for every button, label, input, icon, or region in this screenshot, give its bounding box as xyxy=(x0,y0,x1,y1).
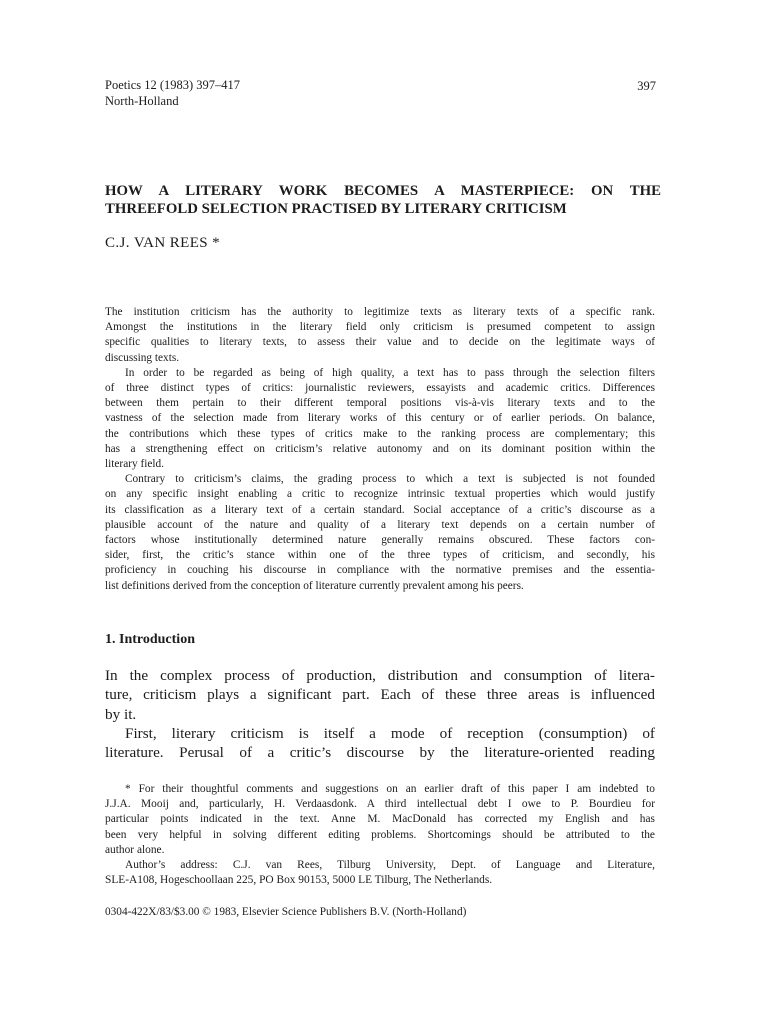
footnote-line: author alone. xyxy=(105,843,165,856)
abstract-line: The institution criticism has the authority to legitimize texts as literary texts of a specific rank. xyxy=(105,306,655,318)
journal-citation xyxy=(105,77,240,109)
abstract-line: plausible account of the nature and quality of a literary text depends on a certain number of xyxy=(105,518,655,531)
abstract-line: Contrary to criticism’s claims, the grading process to which a text is subjected is not founded xyxy=(125,473,655,486)
abstract-line: vastness of the selection made from literary works of this century or of earlier periods. On balance, xyxy=(105,412,655,425)
abstract xyxy=(105,305,655,594)
article-title xyxy=(105,182,661,218)
footnote xyxy=(105,782,655,888)
author-address-line: Author’s address: C.J. van Rees, Tilburg University, Dept. of Language and Literature, xyxy=(125,859,655,872)
abstract-line: proficiency in couching his discourse in compliance with the normative premises and the essentia- xyxy=(105,564,655,577)
footnote-line: particular points indicated in the text. Anne M. MacDonald has corrected my English and has xyxy=(105,813,655,826)
publisher-line: North-Holland xyxy=(105,94,179,108)
abstract-line: sider, first, the critic’s stance within one of the three types of criticism, and secondly, his xyxy=(105,549,655,562)
author-address-line: SLE-A108, Hogeschoollaan 225, PO Box 90153, 5000 LE Tilburg, The Netherlands. xyxy=(105,874,493,887)
abstract-line: factors whose institutionally determined nature generally remains obscured. These factors con- xyxy=(105,534,655,547)
abstract-line: has a strengthening effect on criticism’s relative autonomy and on its dominant position within the xyxy=(105,442,655,455)
abstract-line: In order to be regarded as being of high quality, a text has to pass through the selection filters xyxy=(125,366,655,379)
abstract-line: list definitions derived from the conception of literature currently prevalent among his peers. xyxy=(105,579,524,592)
abstract-line: literary field. xyxy=(105,458,164,471)
abstract-line: the contributions which these types of critics make to the ranking process are complementary; this xyxy=(105,427,655,440)
body-line: by it. xyxy=(105,705,137,723)
abstract-line: on any specific insight enabling a critic to recognize intrinsic textual properties which would justify xyxy=(105,488,655,501)
abstract-line: its classification as a literary text of a certain standard. Social acceptance of a critic’s discourse as a xyxy=(105,503,655,516)
page-number: 397 xyxy=(637,79,656,93)
body-text xyxy=(105,666,655,762)
footnote-line: been very helpful in solving different editing problems. Shortcomings should be attributed to the xyxy=(105,828,655,841)
abstract-line: specific qualities to literary texts, to assess their value and to decide on the legitimate ways of xyxy=(105,336,655,349)
journal-citation-line: Poetics 12 (1983) 397–417 xyxy=(105,78,241,92)
abstract-line: Amongst the institutions in the literary field only criticism is presumed competent to assign xyxy=(105,321,655,334)
section-heading: 1. Introduction xyxy=(105,632,195,647)
body-line: In the complex process of production, distribution and consumption of litera- xyxy=(105,667,655,684)
abstract-line: discussing texts. xyxy=(105,351,180,364)
footnote-line: J.J.A. Mooij and, particularly, H. Verdaasdonk. A third intellectual debt I owe to P. Bourdieu for xyxy=(105,798,655,811)
body-line: literature. Perusal of a critic’s discourse by the literature-oriented reading xyxy=(105,744,655,762)
article-title-line: THREEFOLD SELECTION PRACTISED BY LITERARY CRITICISM xyxy=(105,201,567,217)
abstract-line: between them pertain to their different temporal positions vis-à-vis literary texts and to the xyxy=(105,397,655,410)
article-title-line: HOW A LITERARY WORK BECOMES A MASTERPIECE: ON THE xyxy=(105,183,661,199)
author-name: C.J. VAN REES * xyxy=(105,235,221,251)
body-line: ture, criticism plays a significant part. Each of these three areas is influenced xyxy=(105,686,655,704)
copyright-imprint: 0304-422X/83/$3.00 © 1983, Elsevier Science Publishers B.V. (North-Holland) xyxy=(105,906,467,918)
footnote-line: * For their thoughtful comments and suggestions on an earlier draft of this paper I am indebted to xyxy=(125,783,655,795)
abstract-line: of three distinct types of critics: journalistic reviewers, essayists and academic critics. Differences xyxy=(105,382,655,395)
body-line: First, literary criticism is itself a mode of reception (consumption) of xyxy=(125,724,655,742)
